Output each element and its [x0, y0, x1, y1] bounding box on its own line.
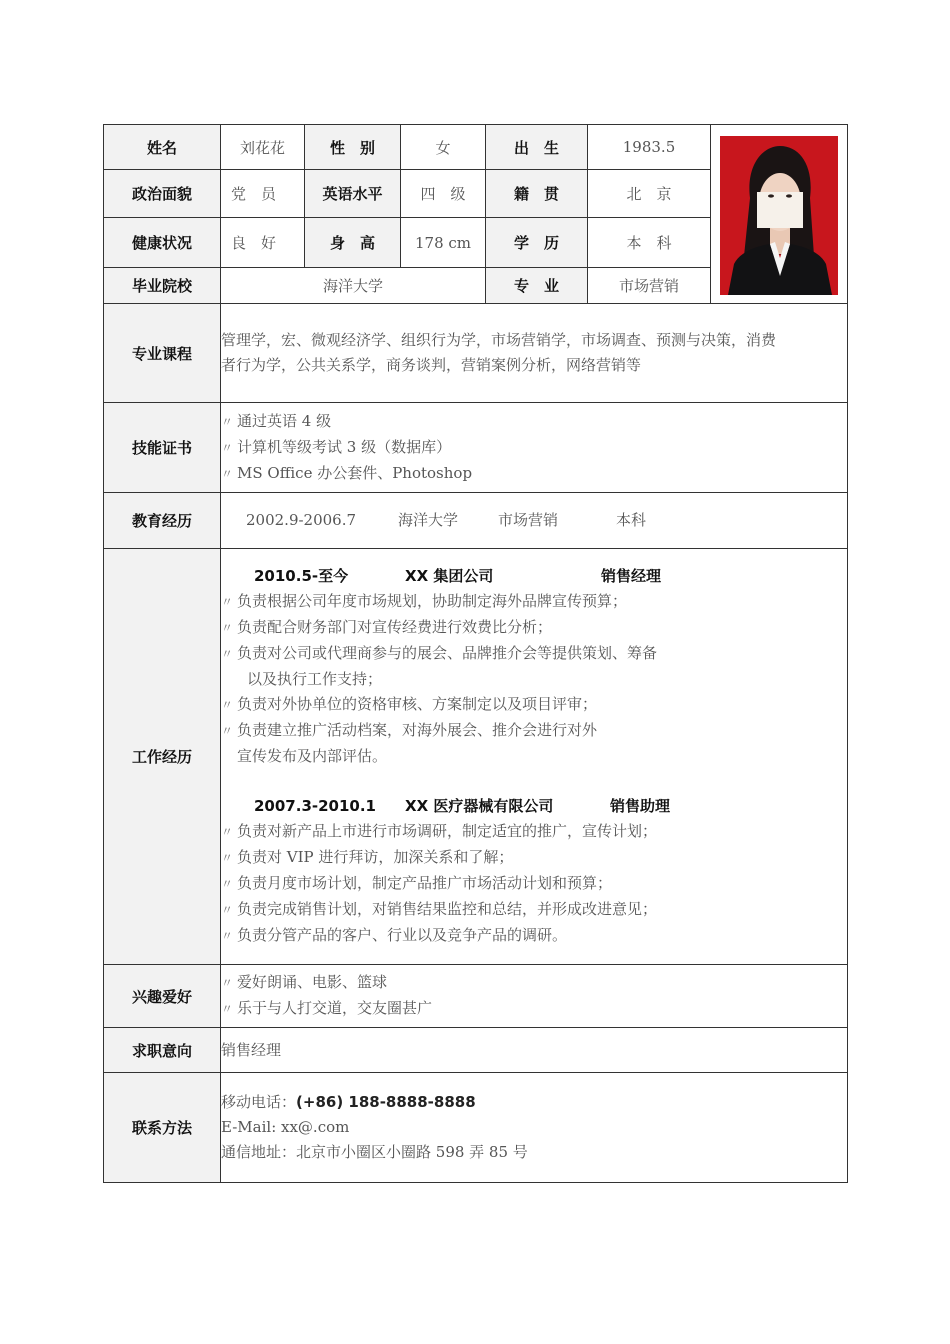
hobbies-label: 兴趣爱好 [104, 965, 221, 1028]
work-content [221, 549, 848, 965]
skills-content [221, 403, 848, 493]
row-education [104, 493, 848, 549]
education-degree: 本科 [616, 511, 647, 529]
contact-email: E-Mail: xx@.com [221, 1118, 350, 1136]
row-intent [104, 1028, 848, 1073]
courses-label: 专业课程 [104, 304, 221, 403]
avatar [720, 136, 838, 295]
gender-label: 性 别 [305, 125, 401, 170]
hobby-item: 〃 乐于与人打交道，交友圈甚广 [221, 999, 433, 1017]
political-value: 党 员 [221, 170, 305, 218]
job-1-item-cont: 以及执行工作支持； [247, 670, 383, 688]
row-hobbies [104, 965, 848, 1028]
education-school: 海洋大学 [398, 511, 459, 529]
education-entry [221, 508, 847, 533]
job-1-item-cont: 宣传发布及内部评估。 [237, 747, 388, 765]
major-value: 市场营销 [588, 268, 711, 304]
name-value: 刘花花 [221, 125, 305, 170]
education-major: 市场营销 [498, 511, 559, 529]
height-value: 178 cm [401, 218, 486, 268]
row-basic-1 [104, 125, 848, 170]
job-2-item: 〃 负责对新产品上市进行市场调研，制定适宜的推广，宣传计划； [221, 822, 658, 840]
political-label: 政治面貌 [104, 170, 221, 218]
english-label: 英语水平 [305, 170, 401, 218]
job-2-period: 2007.3-2010.1 [254, 797, 376, 815]
job-1-title: 销售经理 [601, 567, 662, 585]
school-value: 海洋大学 [221, 268, 486, 304]
resume-sheet [103, 124, 847, 1183]
intent-label: 求职意向 [104, 1028, 221, 1073]
job-2-item: 〃 负责月度市场计划，制定产品推广市场活动计划和预算； [221, 874, 613, 892]
resume-table [103, 124, 848, 1183]
skill-item: 〃 通过英语 4 级 [221, 411, 332, 430]
job-1-item: 〃 负责建立推广活动档案，对海外展会、推介会进行对外 [221, 721, 598, 739]
school-label: 毕业院校 [104, 268, 221, 304]
job-1-item: 〃 负责对外协单位的资格审核、方案制定以及项目评审； [221, 695, 598, 713]
name-label: 姓名 [104, 125, 221, 170]
job-2-title: 销售助理 [610, 797, 671, 815]
hobbies-content [221, 965, 848, 1028]
education-content [221, 493, 848, 549]
contact-address: 通信地址：北京市小圈区小圈路 598 弄 85 号 [221, 1143, 528, 1161]
degree-value: 本 科 [588, 218, 711, 268]
gender-value: 女 [401, 125, 486, 170]
row-courses [104, 304, 848, 403]
contact-label: 联系方法 [104, 1073, 221, 1183]
contact-content [221, 1073, 848, 1183]
work-label: 工作经历 [104, 549, 221, 965]
height-label: 身 高 [305, 218, 401, 268]
birth-label: 出 生 [486, 125, 588, 170]
job-2-item: 〃 负责分管产品的客户、行业以及竞争产品的调研。 [221, 926, 568, 944]
native-value: 北 京 [588, 170, 711, 218]
courses-line-2: 者行为学，公共关系学，商务谈判，营销案例分析，网络营销等 [221, 356, 642, 374]
job-1-item: 〃 负责对公司或代理商参与的展会、品牌推介会等提供策划、筹备 [221, 644, 658, 662]
job-2-item: 〃 负责对 VIP 进行拜访，加深关系和了解； [221, 848, 514, 866]
skills-label: 技能证书 [104, 403, 221, 493]
native-label: 籍 贯 [486, 170, 588, 218]
english-value: 四 级 [401, 170, 486, 218]
spacer [221, 769, 847, 794]
courses-line-1: 管理学，宏、微观经济学、组织行为学，市场营销学，市场调查、预测与决策，消费 [221, 331, 777, 349]
skill-item: 〃 计算机等级考试 3 级（数据库） [221, 437, 452, 456]
health-label: 健康状况 [104, 218, 221, 268]
degree-label: 学 历 [486, 218, 588, 268]
job-1-period: 2010.5-至今 [254, 567, 349, 585]
intent-value: 销售经理 [221, 1028, 848, 1073]
row-skills [104, 403, 848, 493]
photo-cell [711, 125, 848, 304]
job-1-header [221, 564, 847, 589]
contact-phone: 移动电话：(+86) 188-8888-8888 [221, 1093, 476, 1111]
education-label: 教育经历 [104, 493, 221, 549]
health-value: 良 好 [221, 218, 305, 268]
row-work [104, 549, 848, 965]
job-1-item: 〃 负责根据公司年度市场规划，协助制定海外品牌宣传预算； [221, 592, 628, 610]
row-contact [104, 1073, 848, 1183]
job-2-company: XX 医疗器械有限公司 [405, 797, 554, 815]
major-label: 专 业 [486, 268, 588, 304]
hobby-item: 〃 爱好朗诵、电影、篮球 [221, 973, 388, 991]
job-1-item: 〃 负责配合财务部门对宣传经费进行效费比分析； [221, 618, 553, 636]
job-2-item: 〃 负责完成销售计划，对销售结果监控和总结，并形成改进意见； [221, 900, 658, 918]
job-1-company: XX 集团公司 [405, 567, 494, 585]
job-2-header [221, 794, 847, 819]
birth-value: 1983.5 [588, 125, 711, 170]
courses-content [221, 304, 848, 403]
skill-item: 〃 MS Office 办公套件、Photoshop [221, 463, 473, 482]
education-period: 2002.9-2006.7 [246, 511, 357, 529]
